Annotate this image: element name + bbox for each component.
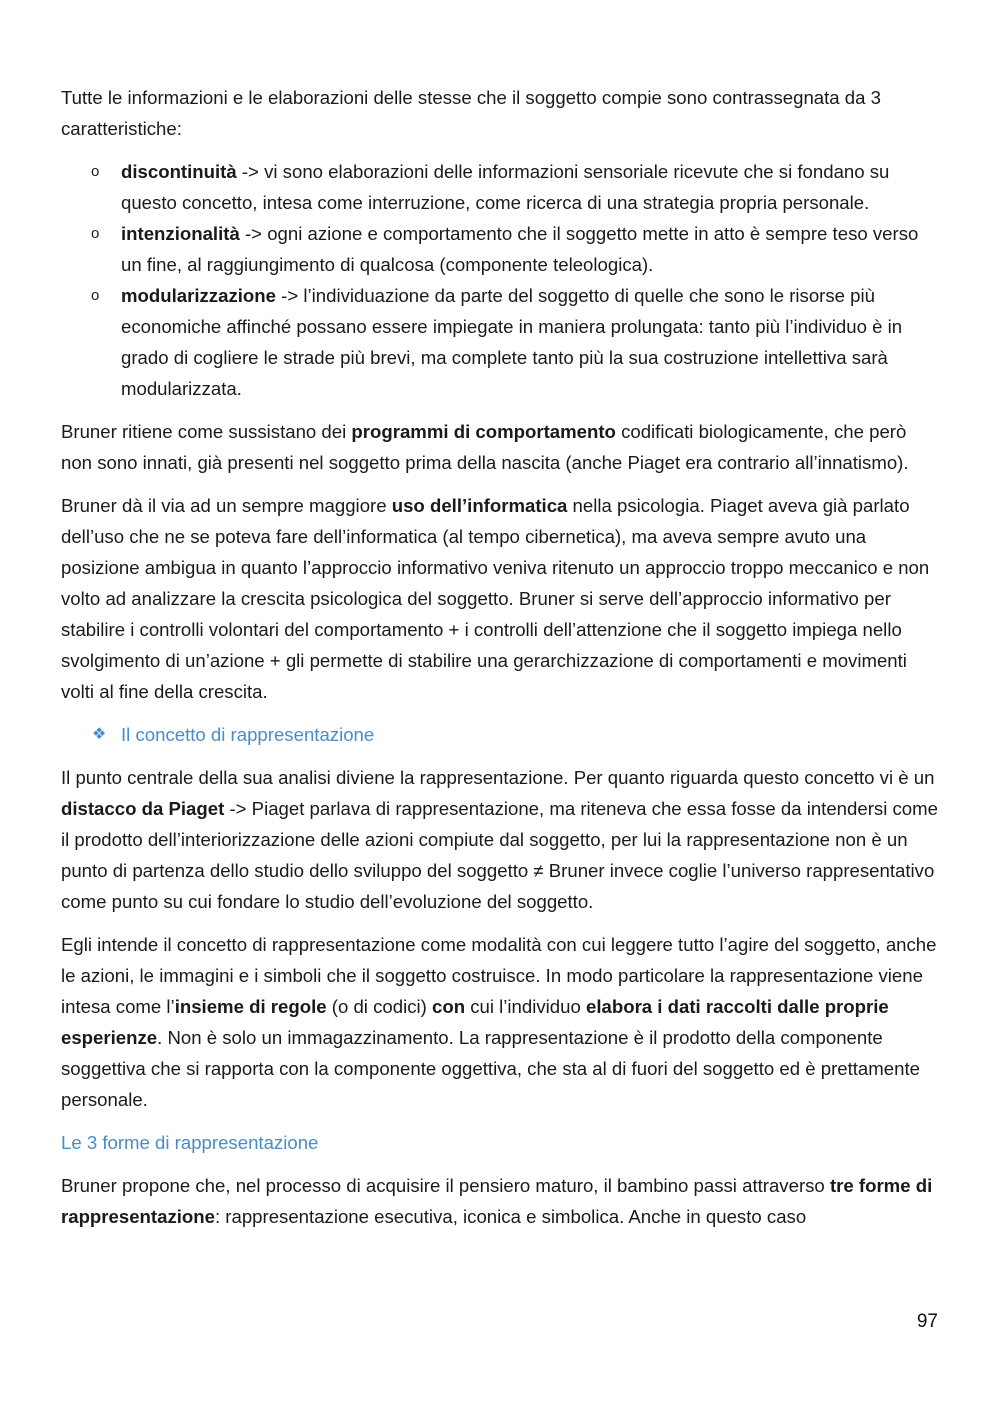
section-heading-tre-forme: Le 3 forme di rappresentazione xyxy=(61,1132,319,1153)
list-item: o modularizzazione -> l’individuazione da parte del soggetto di quelle che sono le risorse più economiche affinché possano essere impiegate in maniera prolungata: tanto più l’individuo è in grado di cogliere le strade più brevi, ma complete tanto più la sua costruzione intellettiva sarà modularizzata. xyxy=(121,280,941,404)
paragraph-distacco-piaget: Il punto centrale della sua analisi diviene la rappresentazione. Per quanto riguarda questo concetto vi è un distacco da Piaget -> Piaget parlava di rappresentazione, ma riteneva che essa fosse da intendersi come il prodotto dell’interiorizzazione delle azioni compiute dal soggetto, per lui la rappresentazione non è un punto di partenza dello studio dello sviluppo del soggetto ≠ Bruner invece coglie l’universo rappresentativo come punto su cui fondare lo studio dell’evoluzione del soggetto. xyxy=(61,767,938,912)
circle-bullet-icon: o xyxy=(91,287,100,304)
characteristics-list xyxy=(61,156,941,404)
intro-paragraph: Tutte le informazioni e le elaborazioni delle stesse che il soggetto compie sono contrassegnata da 3 caratteristiche: xyxy=(61,87,881,139)
paragraph-tre-forme: Bruner propone che, nel processo di acquisire il pensiero maturo, il bambino passi attraverso tre forme di rappresentazione: rappresentazione esecutiva, iconica e simbolica. Anche in questo caso xyxy=(61,1175,933,1227)
paragraph-regole: Egli intende il concetto di rappresentazione come modalità con cui leggere tutto l’agire del soggetto, anche le azioni, le immagini e i simboli che il soggetto costruisce. In modo particolare la rappresentazione viene intesa come l’insieme di regole (o di codici) con cui l’individuo elabora i dati raccolti dalle proprie esperienze. Non è solo un immagazzinamento. La rappresentazione è il prodotto della componente soggettiva che si rapporta con la componente oggettiva, che sta al di fuori del soggetto ed è prettamente personale. xyxy=(61,934,937,1110)
paragraph-informatica: Bruner dà il via ad un sempre maggiore uso dell’informatica nella psicologia. Piaget aveva già parlato dell’uso che ne se poteva fare dell’informatica (al tempo cibernetica), ma aveva sempre avuto una posizione ambigua in quanto l’approccio informativo veniva ritenuto un approccio troppo meccanico e non volto ad analizzare la crescita psicologica del soggetto. Bruner si serve dell’approccio informativo per stabilire i controlli volontari del comportamento + i controlli dell’attenzione che il soggetto impiega nello svolgimento di un’azione + gli permette di stabilire una gerarchizzazione di comportamenti e movimenti volti al fine della crescita. xyxy=(61,495,930,702)
paragraph-programmi: Bruner ritiene come sussistano dei programmi di comportamento codificati biologicamente, che però non sono innati, già presenti nel soggetto prima della nascita (anche Piaget era contrario all’innatismo). xyxy=(61,421,909,473)
term-intenzionalita: intenzionalità xyxy=(121,223,240,244)
section-heading-rappresentazione: ❖ Il concetto di rappresentazione xyxy=(61,719,941,750)
page-content xyxy=(61,82,941,1244)
list-item: o intenzionalità -> ogni azione e comportamento che il soggetto mette in atto è sempre teso verso un fine, al raggiungimento di qualcosa (componente teleologica). xyxy=(121,218,941,280)
circle-bullet-icon: o xyxy=(91,163,100,180)
diamond-bullet-icon: ❖ xyxy=(92,726,107,743)
list-item: o discontinuità -> vi sono elaborazioni delle informazioni sensoriale ricevute che si fondano su questo concetto, intesa come interruzione, come ricerca di una strategia propria personale. xyxy=(121,156,941,218)
term-modularizzazione: modularizzazione xyxy=(121,285,276,306)
term-discontinuita: discontinuità xyxy=(121,161,237,182)
page-number: 97 xyxy=(916,1311,938,1332)
circle-bullet-icon: o xyxy=(91,225,100,242)
